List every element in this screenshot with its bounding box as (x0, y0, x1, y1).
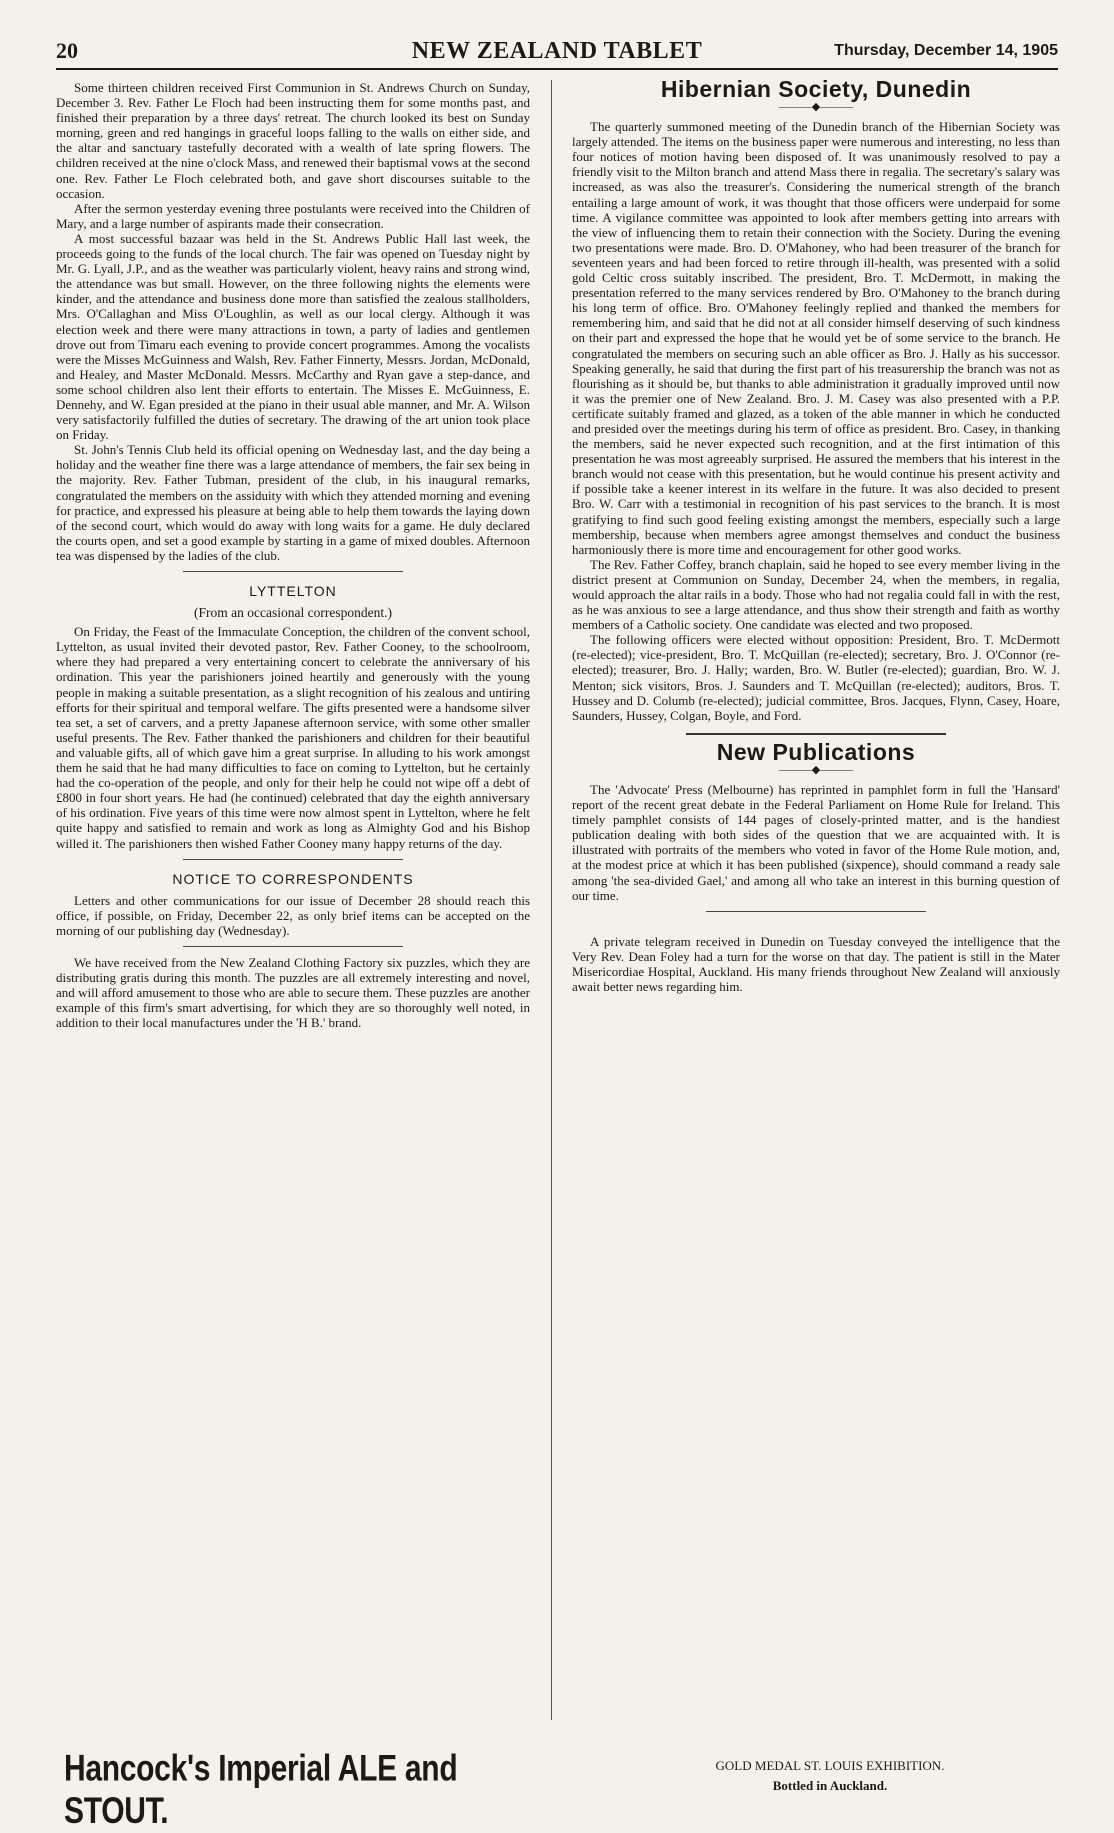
ad-line: GOLD MEDAL ST. LOUIS EXHIBITION. (715, 1758, 945, 1773)
right-column (572, 76, 1060, 1740)
section-divider (183, 946, 403, 947)
section-divider (183, 859, 403, 860)
lyttelton-subheading: (From an occasional correspondent.) (194, 605, 392, 621)
column-rule (551, 80, 552, 1720)
section-divider (686, 733, 946, 735)
hibernian-heading: Hibernian Society, Dunedin (660, 76, 972, 102)
article-paragraph: The following officers were elected without opposition: President, Bro. T. McDermott (re-elected); vice-president, Bro. T. McQuillan (re-elected); secretary, Bro. J. O'Connor (re-elected); treasurer, Bro. J. Hally; warden, Bro. W. Butler (re-elected); guardian, Bro. W. J. Menton; sick visitors, Bros. J. Saunders and T. McQuillan (re-elected); auditors, Bros. T. Hussey and D. Columb (re-elected); judicial committee, Bros. Jacques, Flynn, Casey, Hoare, Saunders, Hussey, Colgan, Boyle, and Ford. (572, 632, 1060, 723)
gold-medal-ad (640, 1756, 1020, 1796)
article-paragraph: The 'Advocate' Press (Melbourne) has reprinted in pamphlet form in full the 'Hansard' report of the recent great debate in the Federal Parliament on Home Rule for Ireland. This timely pamphlet consists of 144 pages of closely-printed matter, and is the handiest publication dealing with both sides of the question that we are acquainted with. It is illustrated with portraits of the members who voted in favor of the Home Rule motion, and, at the modest price at which it has been published (sixpence), should command a ready sale among 'the sea-divided Gael,' and among all who take an interest in this burning question of our time. (572, 781, 1060, 903)
section-divider (183, 571, 403, 572)
section-divider (706, 911, 926, 912)
article-paragraph: We have received from the New Zealand Clothing Factory six puzzles, which they are distributing gratis during this month. The puzzles are all extremely interesting and novel, and will afford amusement to those who are able to secure them. These puzzles are another example of this firm's smart advertising, for which they are so thoroughly well noted, in addition to their local manufactures under the 'H B.' brand. (56, 954, 530, 1031)
page-header (56, 38, 1058, 70)
issue-date: Thursday, December 14, 1905 (834, 42, 1058, 59)
article-paragraph: St. John's Tennis Club held its official opening on Wednesday last, and the day being a holiday and the weather fine there was a large attendance of members, the fair sex being in the majority. Rev. Father Tubman, president of the club, in his inaugural remarks, congratulated the members on the assiduity with which they attended morning and evening for practice, and expressed his pleasure at being able to help them towards the laying down of the second court, which would do away with long waits for a game. He duly declared the courts open, and set a good example by starting in a game of mixed doubles. Afternoon tea was dispensed by the ladies of the club. (56, 442, 530, 563)
ad-line: Bottled in Auckland. (772, 1778, 888, 1793)
article-paragraph: Some thirteen children received First Communion in St. Andrews Church on Sunday, December 3. Rev. Father Le Floch had been instructing them for some months past, and finished their preparation by a three days' retreat. The church looked its best on Sunday morning, green and red hangings in graceful loops falling to the walls on either side, and the altar and sanctuary tastefully decorated with a wealth of late spring flowers. The children received at the nine o'clock Mass, and renewed their baptismal vows at the second one. Rev. Father Le Floch celebrated both, and gave short discourses suitable to the occasion. (56, 80, 530, 201)
article-paragraph: Letters and other communications for our issue of December 28 should reach this office, if possible, on Friday, December 22, as only brief items can be accepted on the morning of our publishing day (Wednesday). (56, 892, 530, 938)
hancocks-ad: Hancock's Imperial ALE and STOUT. (64, 1748, 458, 1832)
notice-heading: NOTICE TO CORRESPONDENTS (172, 870, 414, 887)
ornament-divider: ———◆——— (778, 101, 854, 114)
article-paragraph: A private telegram received in Dunedin on Tuesday conveyed the intelligence that the Very Rev. Dean Foley had a turn for the worse on that day. The patient is still in the Mater Misericordiae Hospital, Auckland. His many friends throughout New Zealand will anxiously await better news regarding him. (572, 933, 1060, 994)
article-paragraph: A most successful bazaar was held in the St. Andrews Public Hall last week, the proceeds going to the funds of the local church. The fair was opened on Tuesday night by Mr. G. Lyall, J.P., and as the weather was particularly violent, heavy rains and strong wind, the attendance was but small. However, on the three following nights the elements were kinder, and the attendance and business done more than satisfied the zealous stallholders, Mrs. O'Callaghan and Miss O'Loughlin, as well as our local clergy. Although it was election week and there were many attractions in town, a party of ladies and gentlemen drove out from Timaru each evening to provide concert programmes. Among the vocalists were the Misses McGuinness and Walsh, Rev. Father Finnerty, Messrs. Jordan, McDonald, and Healey, and Master McDonald. Messrs. McCarthy and Ryan gave a step-dance, and some school children also lent their efforts to entertain. The Misses E. McGuinness, E. Dennehy, and W. Egan presided at the piano in their usual able manner, and Mr. A. Wilson very satisfactorily fulfilled the duties of secretary. The drawing of the art union took place on Friday. (56, 230, 530, 443)
left-column (56, 80, 530, 1730)
lyttelton-heading: LYTTELTON (249, 583, 337, 599)
article-paragraph: On Friday, the Feast of the Immaculate Conception, the children of the convent school, Lyttelton, as usual invited their devoted pastor, Rev. Father Cooney, to the schoolroom, where they had prepared a very entertaining concert to celebrate the anniversary of his ordination. This year the parishioners joined heartily and generously with the young people in making a suitable presentation, as a slight recognition of his zealous and untiring efforts for their spiritual and temporal welfare. The gifts presented were a handsome silver tea set, a set of carvers, and a pretty Japanese afternoon service, with some other smaller useful presents. The Rev. Father thanked the parishioners and children for their beautiful and valuable gifts, all of which gave him a great surprise. In alluding to his work amongst them he said that he had many difficulties to face on coming to Lyttelton, but he certainly had the co-operation of the people, and only for their help he could not wipe off a debt of £800 in four short years. He had (he continued) celebrated that day the eighth anniversary of his ordination. Five years of this time were now almost spent in Lyttelton, where he felt quite happy and satisfied to remain and work as long as Almighty God and his Bishop willed it. The parishioners then wished Father Cooney many happy returns of the day. (56, 624, 530, 851)
masthead-title: NEW ZEALAND TABLET (411, 38, 703, 64)
article-paragraph: After the sermon yesterday evening three postulants were received into the Children of Mary, and a large number of aspirants made their consecration. (56, 200, 530, 231)
page-number: 20 (56, 38, 78, 63)
ornament-divider: ———◆——— (778, 763, 854, 776)
article-paragraph: The quarterly summoned meeting of the Dunedin branch of the Hibernian Society was largely attended. The items on the business paper were numerous and interesting, no less than four notices of motion having been disposed of. It was unanimously resolved to pay a friendly visit to the Milton branch and attend Mass there in regalia. The secretary's salary was increased, as was also the treasurer's. Considering the numerical strength of the branch entailing a large amount of work, it was thought that those officers were underpaid for some time. A vigilance committee was appointed to look after members getting into arrears with the view of influencing them to retain their connection with the Society. During the evening two presentations were made. Bro. D. O'Mahoney, who had been treasurer of the branch for seventeen years and had been forced to retire through ill-health, was presented with a solid gold Celtic cross suitably inscribed. The president, Bro. T. McDermott, in making the presentation referred to the many services rendered by Bro. O'Mahoney to the branch during his long term of office. Bro. O'Mahoney feelingly replied and thanked the members for remembering him, and said that he did not at all consider himself deserving of such kindness on their part and expressed the hope that he would yet be of some service to the branch. He congratulated the members on securing such an able officer as Bro. J. Hally as his successor. Speaking generally, he said that during the first part of his treasurership the branch was not as flourishing as it should be, but thanks to able administration it gradually improved until now it was the premier one of New Zealand. Bro. J. M. Casey was also presented with a P.P. certificate suitably framed and glazed, as a token of the able manner in which he conducted and presided over the meetings during his term of office as president. Bro. Casey, in thanking the members, said he never expected such recognition, and at the first intimation of this presentation he was most agreeably surprised. He assured the members that his interest in the branch would not cease with this presentation, but he would continue his present activity and if possible take a keener interest in its welfare in the future. It was also decided to present Bro. W. Carr with a testimonial in recognition of his past services to the branch. It is most gratifying to find such good feeling existing amongst the members, especially such a large membership, because when members agree amongst themselves and conduct the business harmoniously there is more time and encouragement for other good works. (572, 119, 1060, 557)
publications-heading: New Publications (716, 738, 916, 765)
article-paragraph: The Rev. Father Coffey, branch chaplain, said he hoped to see every member living in the district present at Communion on Sunday, December 24, when the members, in regalia, would approach the altar rails in a body. Those who had not regalia could fall in with the rest, as he was anxious to see a large attendance, and thus show their strength and faith as worthy members of a Catholic society. One candidate was elected and two proposed. (572, 556, 1060, 633)
